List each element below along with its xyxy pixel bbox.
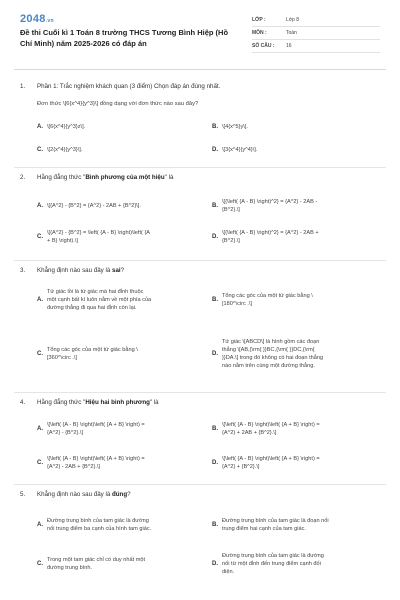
question-divider bbox=[14, 167, 386, 168]
question-1-stem: Đơn thức \[6{x^4}{y^3}\] đồng dạng với đơn thức nào sau đây? bbox=[37, 101, 199, 107]
question-3-option-b[interactable]: B. Tổng các góc của một tứ giác bằng \ [180^\circ .\] bbox=[212, 293, 313, 307]
site-logo[interactable]: 2048.vn bbox=[20, 13, 54, 25]
question-1-option-d[interactable]: D. \[3{x^4}{y^4}\]. bbox=[212, 147, 258, 153]
info-label: LỚP : bbox=[252, 17, 266, 23]
info-value: Toán bbox=[286, 30, 297, 36]
info-row-class bbox=[252, 14, 380, 27]
info-value: 16 bbox=[286, 43, 292, 49]
question-5-option-d[interactable]: D. Đường trung bình của tam giác là đường nối từ một đỉnh đến trung điểm cạnh đối diện. bbox=[212, 553, 324, 575]
question-5-option-a[interactable]: A. Đường trung bình của tam giác là đường nối trung điểm ba cạnh của hình tam giác. bbox=[37, 518, 152, 532]
info-label: SỐ CÂU : bbox=[252, 43, 275, 49]
question-4-option-a[interactable]: A. \[\left( {A - B} \right)\left( {A + B} \right) = {A^2} - {B^2}.\] bbox=[37, 422, 145, 436]
question-3-option-d[interactable]: D. Tứ giác \[ABCD\] là hình gồm các đoạn thẳng \[AB,{\rm{ }}BC,{\rm{ }}DC,{\rm{ }}DA.\] trong đó không có hai đoạn thẳng nào nằm trên cùng một đường thẳng. bbox=[212, 339, 324, 369]
info-value: Lớp 8 bbox=[286, 17, 300, 23]
question-5-option-b[interactable]: B. Đường trung bình của tam giác là đoạn nối trung điểm hai cạnh của tam giác. bbox=[212, 518, 329, 532]
question-2-option-b[interactable]: B. \[{\left( {A - B} \right)^2} = {A^2} - 2AB - {B^2}.\] bbox=[212, 199, 318, 213]
question-1-option-c[interactable]: C. \[2{x^4}{y^3}\]. bbox=[37, 147, 83, 153]
question-2-option-a[interactable]: A. \[{A^2} - {B^2} = {A^2} - 2AB + {B^2}\]. bbox=[37, 203, 141, 209]
question-2-option-c[interactable]: C. \[{A^2} - {B^2} = \left( {A - B} \right)\left( {A + B} \right).\] bbox=[37, 230, 151, 244]
info-row-count bbox=[252, 40, 380, 53]
header-divider bbox=[14, 69, 386, 70]
question-3-option-a[interactable]: A. Tứ giác lồi là tứ giác mà hai đỉnh thuộc một cạnh bất kì luôn nằm về một phía của đường thẳng đi qua hai đỉnh còn lại. bbox=[37, 289, 152, 311]
question-divider bbox=[14, 392, 386, 393]
question-4-option-b[interactable]: B. \[\left( {A - B} \right)\left( {A + B} \right) = {A^2} + 2AB + {B^2}.\] bbox=[212, 422, 320, 436]
question-4-option-c[interactable]: C. \[\left( {A - B} \right)\left( {A + B} \right) = {A^2} - 2AB + {B^2}.\] bbox=[37, 456, 145, 470]
question-divider bbox=[14, 484, 386, 485]
question-2-heading: 2. Hằng đẳng thức "Bình phương của một hiệu" là bbox=[20, 174, 174, 181]
info-row-subject bbox=[252, 27, 380, 40]
info-label: MÔN : bbox=[252, 30, 267, 36]
page-title: Đề thi Cuối kì 1 Toán 8 trường THCS Tương Bình Hiệp (Hồ Chí Minh) năm 2025-2026 có đáp án bbox=[20, 28, 229, 48]
question-1-heading: 1. Phần 1: Trắc nghiệm khách quan (3 điểm) Chọn đáp án đúng nhất. bbox=[20, 83, 221, 90]
question-5-heading: 5. Khẳng định nào sau đây là đúng? bbox=[20, 491, 131, 498]
question-4-heading: 4. Hằng đẳng thức "Hiệu hai bình phương" là bbox=[20, 399, 159, 406]
question-1-option-a[interactable]: A. \[6{x^4}{y^3}z\]. bbox=[37, 124, 86, 130]
document-header bbox=[0, 0, 400, 66]
question-3-option-c[interactable]: C. Tổng các góc của một tứ giác bằng \ [360^\circ .\] bbox=[37, 347, 138, 361]
question-2-option-d[interactable]: D. \[{\left( {A - B} \right)^2} = {A^2} - 2AB + {B^2}.\] bbox=[212, 230, 319, 244]
question-divider bbox=[14, 260, 386, 261]
info-panel bbox=[252, 14, 380, 53]
question-3-heading: 3. Khẳng định nào sau đây là sai? bbox=[20, 267, 125, 274]
question-4-option-d[interactable]: D. \[\left( {A - B} \right)\left( {A + B} \right) = {A^2} + {B^2}.\] bbox=[212, 456, 320, 470]
question-5-option-c[interactable]: C. Trong một tam giác chỉ có duy nhất một đường trung bình. bbox=[37, 557, 146, 571]
question-1-option-b[interactable]: B. \[4{x^5}y\]. bbox=[212, 124, 248, 130]
